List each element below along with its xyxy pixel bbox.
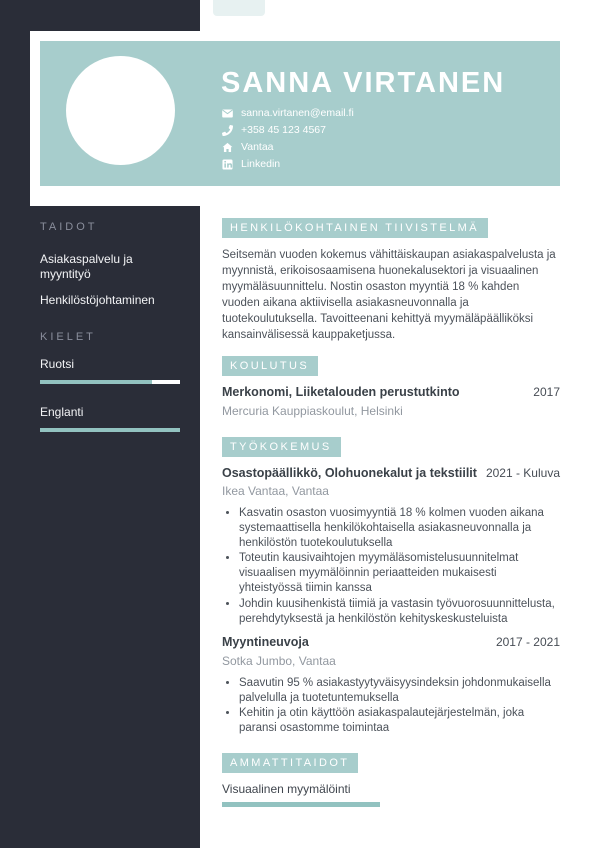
language-level-bar [40, 428, 180, 432]
skill-item: Asiakaspalvelu ja myyntityö [40, 252, 133, 281]
education-school: Mercuria Kauppiaskoulut, Helsinki [222, 403, 403, 418]
job-date: 2017 - 2021 [495, 635, 560, 650]
main-column [222, 218, 560, 807]
job-title: Osastopäällikkö, Olohuonekalut ja tekstiilit [222, 465, 477, 480]
job-company: Sotka Jumbo, Vantaa [222, 653, 336, 668]
education-date: 2017 [533, 385, 560, 399]
contact-phone-row [222, 124, 354, 136]
job-bullet-list [222, 676, 560, 736]
job-bullet: • Kehitin ja otin käyttöön asiakaspalautejärjestelmän, joka paransi osastomme toimintaa [239, 706, 560, 736]
job-title: Myyntineuvoja [222, 635, 309, 650]
sidebar-content [40, 221, 180, 432]
skills-heading: TAIDOT [40, 221, 98, 233]
job-bullet-list [222, 506, 560, 626]
language-level-fill [40, 428, 180, 432]
contact-email[interactable]: sanna.virtanen@email.fi [241, 107, 354, 119]
language-name: Ruotsi [40, 357, 75, 371]
professional-skill-name: Visuaalinen myymälöinti [222, 782, 351, 797]
job-bullet: • Saavutin 95 % asiakastyytyväisyysindeksin johdonmukaisella palvelulla ja tuotetuntemuksella [239, 676, 560, 706]
experience-entry [222, 465, 560, 627]
section-heading-experience: TYÖKOKEMUS [222, 437, 341, 457]
skill-item: Henkilöstöjohtaminen [40, 293, 155, 307]
contact-location-row [222, 141, 354, 153]
profile-photo-placeholder [66, 56, 175, 165]
language-name: Englanti [40, 405, 84, 419]
professional-skill-bar [222, 802, 380, 807]
job-bullet: • Johdin kuusihenkistä tiimiä ja vastasin työvuorosuunnittelusta, perehdytyksestä ja henkilöstön kehityskeskusteluista [239, 597, 560, 627]
contact-linkedin[interactable]: Linkedin [241, 158, 281, 170]
contact-phone: +358 45 123 4567 [241, 124, 326, 136]
home-icon [222, 142, 233, 153]
phone-icon [222, 125, 233, 136]
summary-text: Seitsemän vuoden kokemus vähittäiskaupan asiakaspalvelusta ja myynnistä, erikoisosaamisena huonekalusektori ja visuaalinen myymäläsuunnittelu. Nostin osaston myyntiä 18 % kahden vuoden aikana aktiivisella asiakasneuvonnalla ja tuotekoulutuksella. Tavoitteenani kehittyä myymäläpäälliköksi kansainvälisessä kauppaketjussa. [222, 249, 556, 341]
job-date: 2021 - Kuluva [485, 465, 560, 480]
accent-mark [213, 0, 265, 16]
section-heading-education: KOULUTUS [222, 356, 318, 376]
contact-linkedin-row [222, 158, 354, 170]
experience-entry [222, 634, 560, 736]
contact-location: Vantaa [241, 141, 274, 153]
education-degree: Merkonomi, Liiketalouden perustutkinto [222, 385, 460, 399]
language-level-bar [40, 380, 180, 384]
email-icon [222, 108, 233, 119]
job-bullet: • Kasvatin osaston vuosimyyntiä 18 % kolmen vuoden aikana systemaattisella henkilökohtaisella asiakasneuvonnalla ja henkilöstön tuotekoulutuksella [239, 506, 560, 550]
education-entry [222, 384, 560, 418]
professional-skill-fill [222, 802, 380, 807]
header-banner [40, 41, 560, 186]
language-level-fill [40, 380, 152, 384]
job-company: Ikea Vantaa, Vantaa [222, 484, 329, 498]
contact-email-row [222, 107, 354, 119]
languages-heading: KIELET [40, 331, 96, 343]
job-bullet: • Toteutin kausivaihtojen myymäläsomistelusuunnitelmat visuaalisen myymälöinnin periaatteiden mukaisesti yhteistyössä tiimin kanssa [239, 551, 560, 595]
section-heading-professional-skills: AMMATTITAIDOT [222, 753, 358, 773]
contact-list [222, 107, 354, 175]
section-heading-summary: HENKILÖKOHTAINEN TIIVISTELMÄ [222, 218, 488, 238]
candidate-name: SANNA VIRTANEN [221, 67, 506, 99]
linkedin-icon [222, 159, 233, 170]
